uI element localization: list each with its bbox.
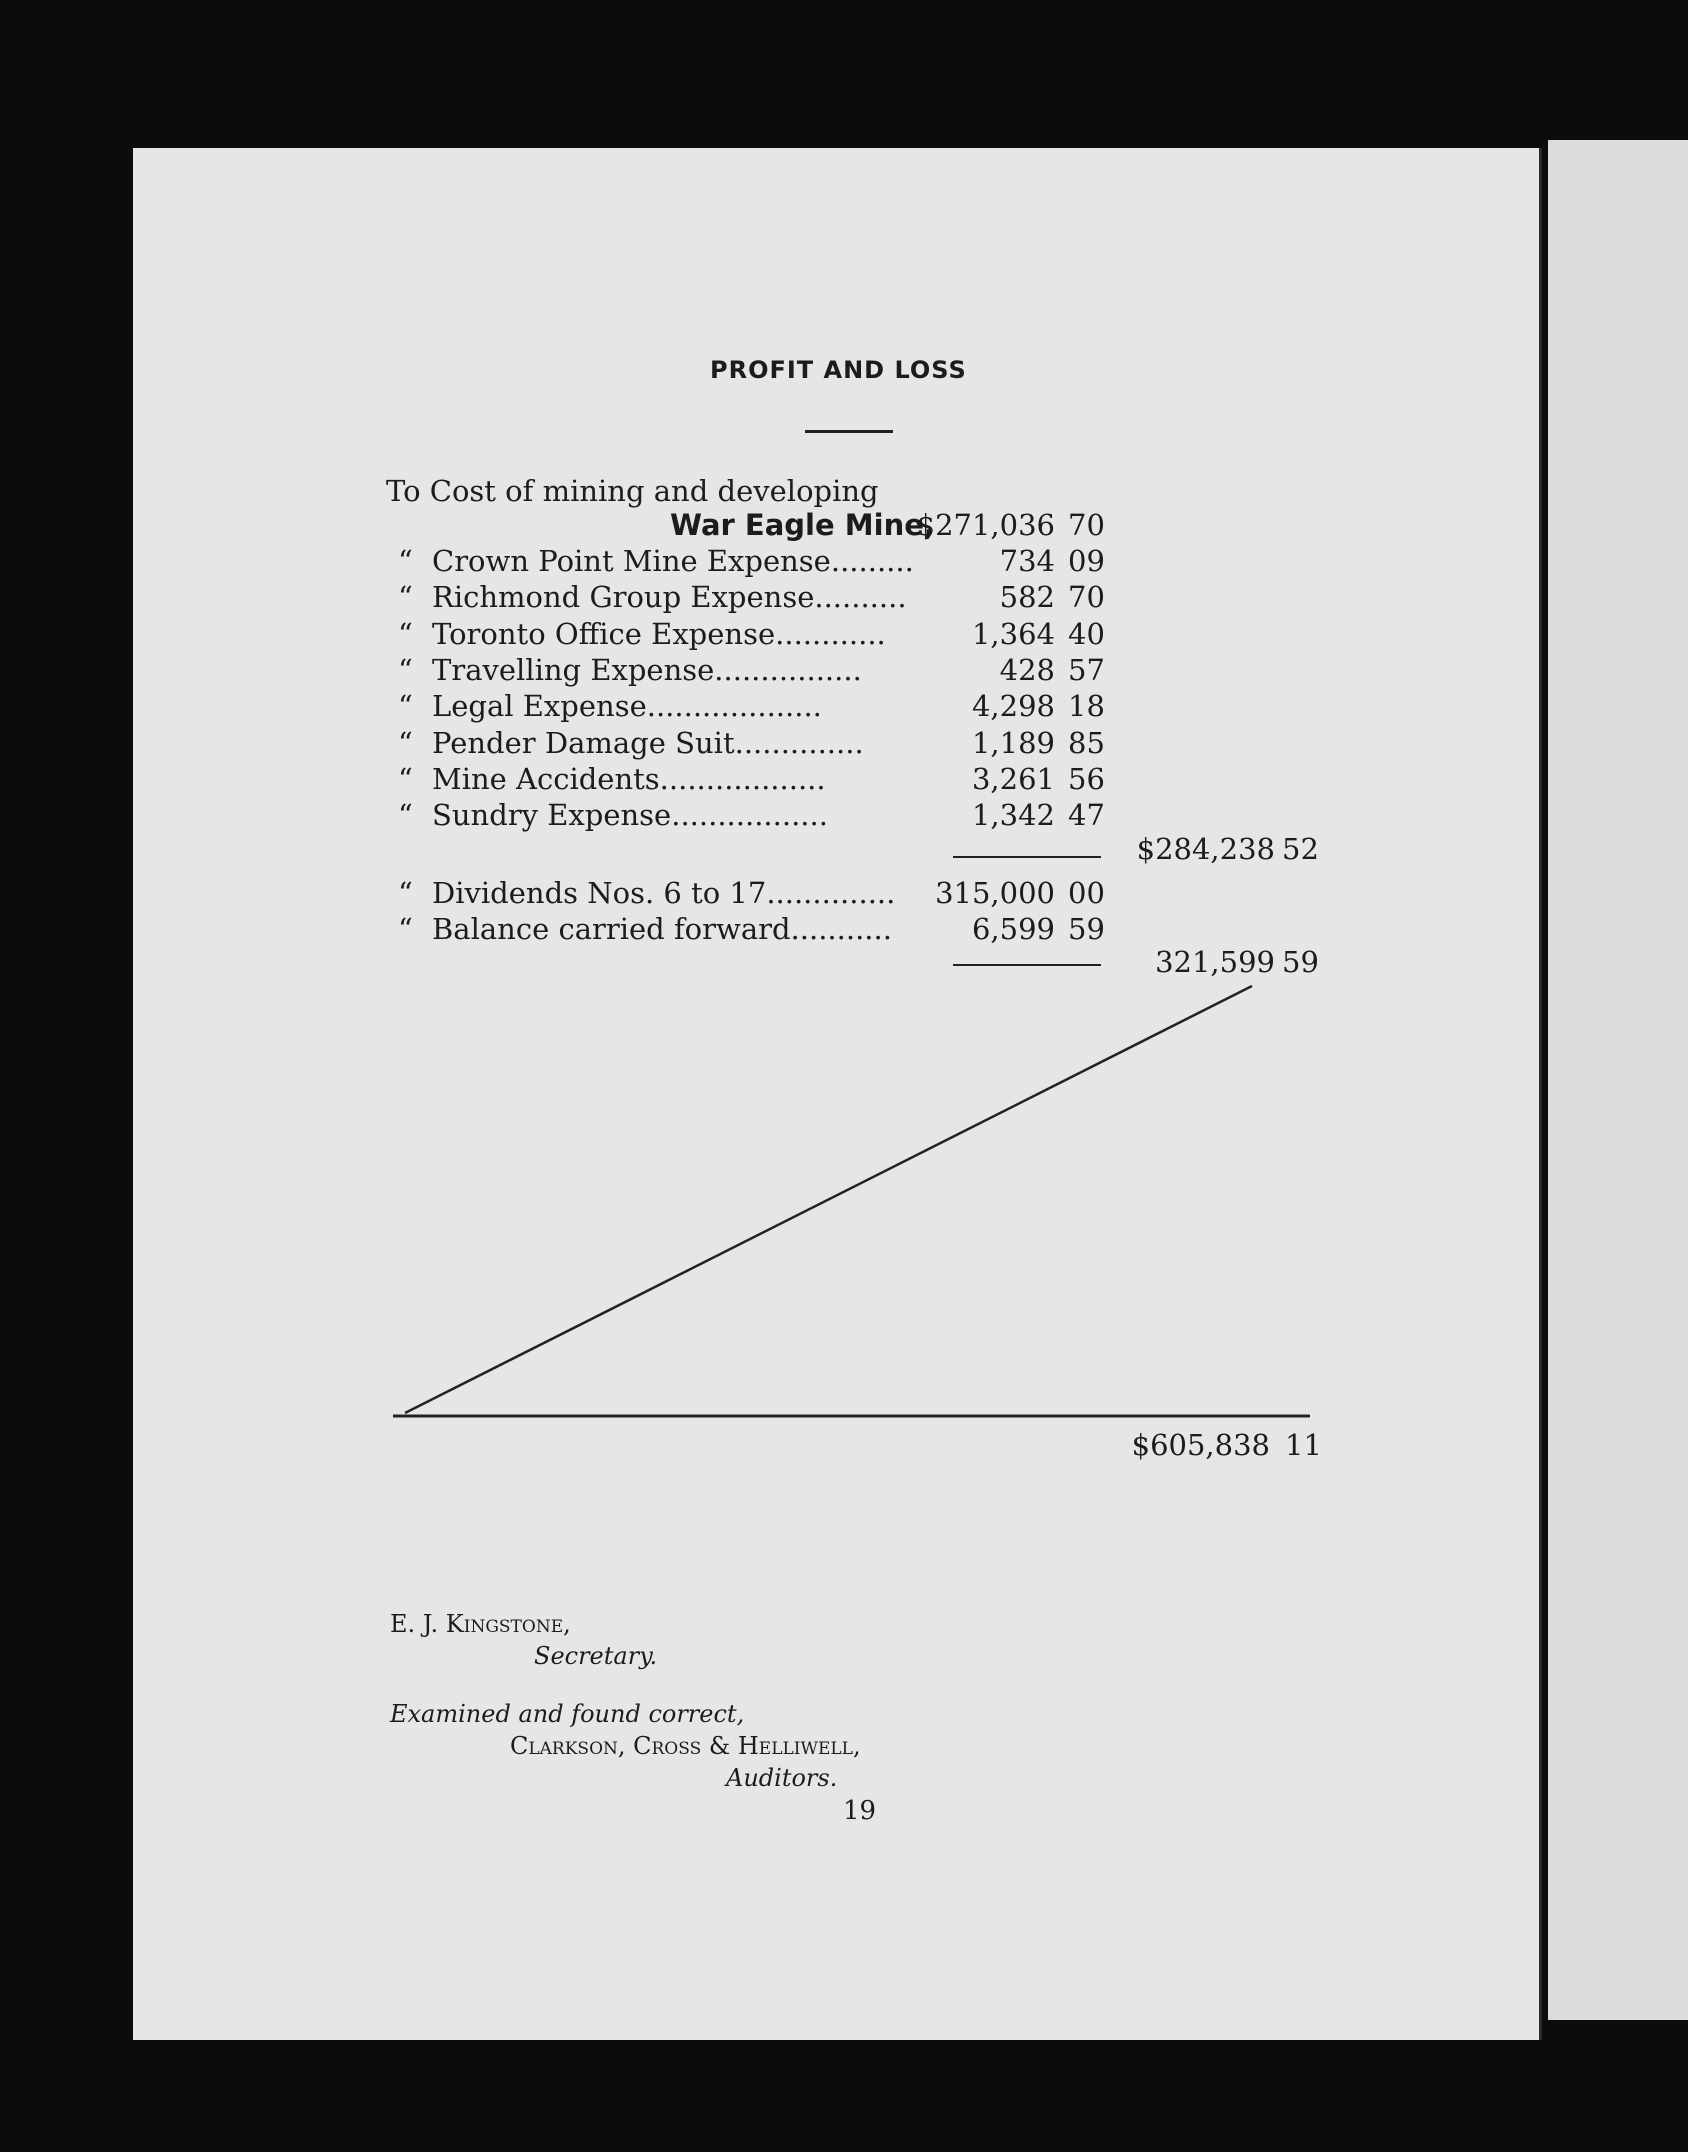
item-amount: 582 xyxy=(999,580,1055,615)
item-amount: 4,298 xyxy=(971,689,1055,724)
item-amount: 1,189 xyxy=(971,725,1055,760)
total-amount: $605,838 xyxy=(1131,1428,1270,1462)
item-amount: 1,364 xyxy=(971,616,1055,651)
main-item-amount: $271,036 xyxy=(916,508,1055,542)
item-cents: 70 xyxy=(1068,580,1105,615)
item-label-text: Legal Expense xyxy=(432,689,647,724)
page-title: PROFIT AND LOSS xyxy=(710,356,967,384)
item-cents: 18 xyxy=(1068,689,1105,724)
item-label-text: Crown Point Mine Expense xyxy=(432,544,831,578)
audit-firm: Clarkson, Cross & Helliwell, xyxy=(510,1732,861,1760)
item-label-text: Richmond Group Expense xyxy=(432,580,815,615)
leader-dots: .......... xyxy=(814,580,907,615)
subtotal-2-cents: 59 xyxy=(1282,945,1319,979)
item-amount: 428 xyxy=(999,652,1055,687)
ditto-mark: “ xyxy=(398,798,413,833)
item-label-text: Mine Accidents xyxy=(432,761,660,796)
total-cents: 11 xyxy=(1285,1428,1322,1462)
leader-dots: ................ xyxy=(714,652,862,687)
item-label-text: Pender Damage Suit xyxy=(432,725,735,760)
item-amount: 734 xyxy=(999,544,1055,578)
ditto-mark: “ xyxy=(398,544,413,578)
item-label-text: Balance carried forward xyxy=(432,912,791,946)
main-item-label: War Eagle Mine, xyxy=(670,508,935,542)
ditto-mark: “ xyxy=(398,876,413,910)
leader-dots: ................... xyxy=(646,689,822,724)
subtotal-2-amount: 321,599 xyxy=(1155,945,1275,979)
intro-line: To Cost of mining and developing xyxy=(386,474,879,508)
item-amount: 6,599 xyxy=(971,912,1055,946)
subtotal-1-amount: $284,238 xyxy=(1136,832,1275,866)
ditto-mark: “ xyxy=(398,912,413,946)
item-cents: 85 xyxy=(1068,725,1105,760)
signatory-name: E. J. Kingstone, xyxy=(390,1610,571,1638)
item-amount: 1,342 xyxy=(971,798,1055,833)
leader-dots: ................. xyxy=(671,798,828,833)
leader-dots: ........... xyxy=(790,912,892,946)
item-cents: 09 xyxy=(1068,544,1105,578)
leader-dots: ............ xyxy=(775,616,886,651)
item-cents: 59 xyxy=(1068,912,1105,946)
audit-role: Auditors. xyxy=(726,1764,838,1792)
leader-dots: ......... xyxy=(830,544,914,578)
item-cents: 57 xyxy=(1068,652,1105,687)
item-amount: 315,000 xyxy=(935,876,1055,910)
leader-dots: .............. xyxy=(766,876,896,910)
item-label-text: Dividends Nos. 6 to 17 xyxy=(432,876,767,910)
item-label-text: Travelling Expense xyxy=(432,652,715,687)
item-cents: 47 xyxy=(1068,798,1105,833)
ditto-mark: “ xyxy=(398,616,413,651)
page-number: 19 xyxy=(843,1796,877,1826)
item-amount: 3,261 xyxy=(971,761,1055,796)
item-cents: 00 xyxy=(1068,876,1105,910)
item-cents: 40 xyxy=(1068,616,1105,651)
item-label-text: Sundry Expense xyxy=(432,798,672,833)
signatory-title: Secretary. xyxy=(534,1642,658,1670)
subtotal-1-cents: 52 xyxy=(1282,832,1319,866)
leader-dots: .................. xyxy=(659,761,826,796)
item-label-text: Toronto Office Expense xyxy=(432,616,776,651)
ditto-mark: “ xyxy=(398,580,413,615)
ditto-mark: “ xyxy=(398,689,413,724)
ditto-mark: “ xyxy=(398,725,413,760)
ditto-mark: “ xyxy=(398,761,413,796)
main-item-cents: 70 xyxy=(1068,508,1105,542)
leader-dots: .............. xyxy=(734,725,864,760)
audit-note: Examined and found correct, xyxy=(390,1700,745,1728)
ditto-mark: “ xyxy=(398,652,413,687)
diagonal-cancel-line xyxy=(405,986,1252,1413)
item-cents: 56 xyxy=(1068,761,1105,796)
